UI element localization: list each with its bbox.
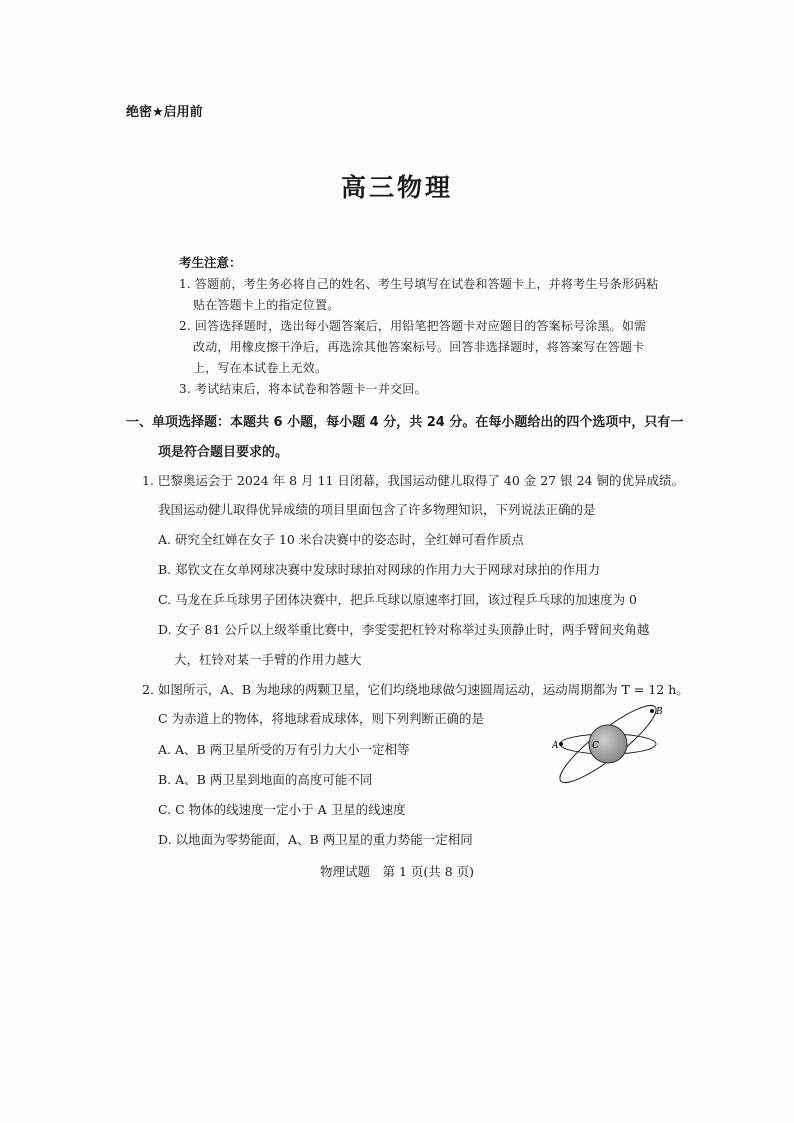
q1-option-d-cont: 大，杠铃对某一手臂的作用力越大	[174, 652, 362, 667]
notice-line: 3. 考试结束后，将本试卷和答题卡一并交回。	[179, 382, 427, 396]
notice-line: 2. 回答选择题时，选出每小题答案后，用铅笔把答题卡对应题目的答案标号涂黑。如需	[179, 319, 647, 333]
label-b: B	[656, 707, 663, 717]
notice-line: 上，写在本试卷上无效。	[193, 361, 328, 375]
section-heading-cont: 项是符合题目要求的。	[158, 445, 289, 460]
q1-option-d: D. 女子 81 公斤以上级举重比赛中，李雯雯把杠铃对称举过头顶静止时，两手臂间夹角越	[158, 622, 650, 637]
q1-option-b: B. 郑钦文在女单网球决赛中发球时球拍对网球的作用力大于网球对球拍的作用力	[158, 562, 601, 577]
section-heading: 一、单项选择题：本题共 6 小题，每小题 4 分，共 24 分。在每小题给出的四个选项中，只有一	[126, 415, 684, 430]
q2-stem: 2. 如图所示，A、B 为地球的两颗卫星，它们均绕地球做匀速圆周运动，运动周期都为 T = 12 h。	[142, 682, 689, 697]
q1-option-c: C. 马龙在乒乓球男子团体决赛中，把乒乓球以原速率打回，该过程乒乓球的加速度为 0	[158, 592, 637, 607]
q2-option-a: A. A、B 两卫星所受的万有引力大小一定相等	[158, 742, 410, 757]
q2-option-b: B. A、B 两卫星到地面的高度可能不同	[158, 772, 373, 787]
satellite-b	[650, 709, 654, 713]
notice-line: 1. 答题前，考生务必将自己的姓名、考生号填写在试卷和答题卡上，并将考生号条形码粘	[179, 277, 659, 291]
secret-mark: 绝密★启用前	[126, 105, 203, 120]
notice-line: 贴在答题卡上的指定位置。	[193, 298, 340, 312]
q2-stem-cont: C 为赤道上的物体，将地球看成球体，则下列判断正确的是	[158, 711, 485, 726]
page-footer: 物理试题 第 1 页(共 8 页)	[319, 864, 475, 879]
notice-line: 改动，用橡皮擦干净后，再选涂其他答案标号。回答非选择题时，将答案写在答题卡	[193, 340, 645, 354]
q1-stem-cont: 我国运动健儿取得优异成绩的项目里面包含了许多物理知识，下列说法正确的是	[158, 502, 596, 517]
label-a: A	[552, 741, 559, 751]
satellite-a	[559, 742, 563, 746]
q2-option-c: C. C 物体的线速度一定小于 A 卫星的线速度	[158, 802, 406, 817]
label-c: C	[592, 741, 599, 751]
satellite-orbit-figure	[552, 700, 667, 795]
page-title: 高三物理	[340, 173, 453, 202]
q2-option-d: D. 以地面为零势能面，A、B 两卫星的重力势能一定相同	[158, 832, 473, 847]
q1-stem: 1. 巴黎奥运会于 2024 年 8 月 11 日闭幕，我国运动健儿取得了 40 金 27 银 24 铜的优异成绩。	[142, 473, 684, 488]
notice-heading: 考生注意：	[179, 255, 242, 270]
q1-option-a: A. 研究全红婵在女子 10 米台决赛中的姿态时，全红婵可看作质点	[158, 532, 524, 547]
